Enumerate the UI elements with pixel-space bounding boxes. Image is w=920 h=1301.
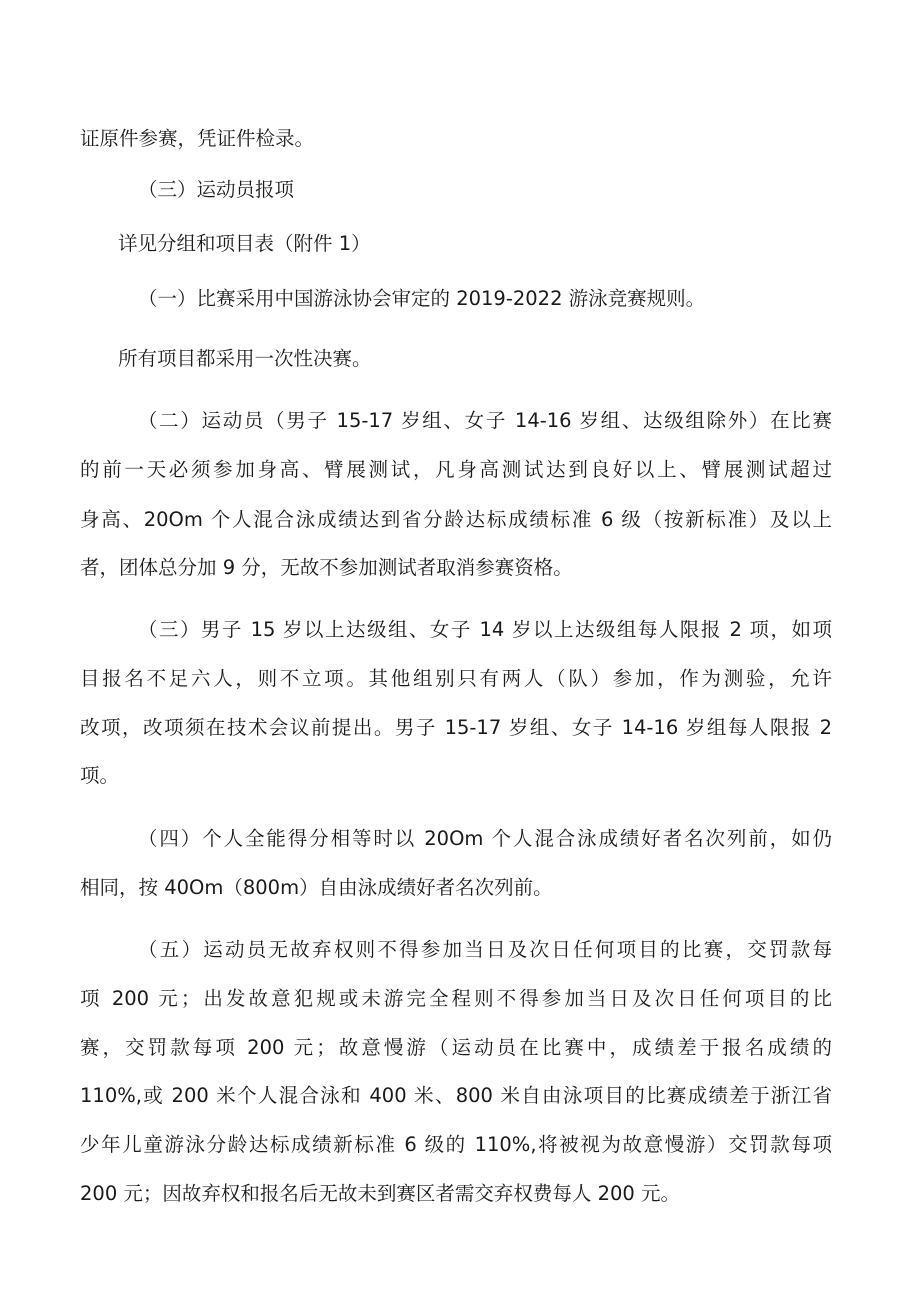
paragraph-line: 110%,或 200 米个人混合泳和 400 米、800 米自由泳项目的比赛成绩差于浙江省 xyxy=(80,1084,832,1107)
section-heading: （三）运动员报项 xyxy=(138,178,295,201)
paragraph-line: （五）运动员无故弃权则不得参加当日及次日任何项目的比赛，交罚款每 xyxy=(138,938,832,961)
paragraph-line: 200 元；因故弃权和报名后无故未到赛区者需交弃权费每人 200 元。 xyxy=(80,1182,681,1205)
paragraph-line: 者，团体总分加 9 分，无故不参加测试者取消参赛资格。 xyxy=(80,556,573,579)
paragraph-line: 的前一天必须参加身高、臂展测试，凡身高测试达到良好以上、臂展测试超过 xyxy=(80,458,832,481)
paragraph-line: 身高、20Om 个人混合泳成绩达到省分龄达标成绩标准 6 级（按新标准）及以上 xyxy=(80,508,832,531)
paragraph-line: 目报名不足六人，则不立项。其他组别只有两人（队）参加，作为测验，允许 xyxy=(80,667,832,690)
paragraph-line: 证原件参赛，凭证件检录。 xyxy=(80,127,315,150)
paragraph-line: （三）男子 15 岁以上达级组、女子 14 岁以上达级组每人限报 2 项，如项 xyxy=(138,618,832,641)
paragraph-line: （二）运动员（男子 15-17 岁组、女子 14-16 岁组、达级组除外）在比赛 xyxy=(138,409,832,432)
paragraph-line: 详见分组和项目表（附件 1） xyxy=(118,232,371,255)
paragraph-line: 项 200 元；出发故意犯规或未游完全程则不得参加当日及次日任何项目的比 xyxy=(80,987,832,1010)
paragraph-line: 相同，按 40Om（800m）自由泳成绩好者名次列前。 xyxy=(80,876,553,899)
paragraph-line: 改项，改项须在技术会议前提出。男子 15-17 岁组、女子 14-16 岁组每人限报 2 xyxy=(80,716,832,739)
paragraph-line: 少年儿童游泳分龄达标成绩新标准 6 级的 110%,将被视为故意慢游）交罚款每项 xyxy=(80,1133,832,1156)
paragraph-line: 赛，交罚款每项 200 元；故意慢游（运动员在比赛中，成绩差于报名成绩的 xyxy=(80,1036,832,1059)
paragraph-line: 所有项目都采用一次性决赛。 xyxy=(118,347,372,370)
paragraph-line: 项。 xyxy=(80,764,120,787)
paragraph-line: （一）比赛采用中国游泳协会审定的 2019-2022 游泳竞赛规则。 xyxy=(138,287,706,310)
paragraph-line: （四）个人全能得分相等时以 20Om 个人混合泳成绩好者名次列前，如仍 xyxy=(138,827,832,850)
